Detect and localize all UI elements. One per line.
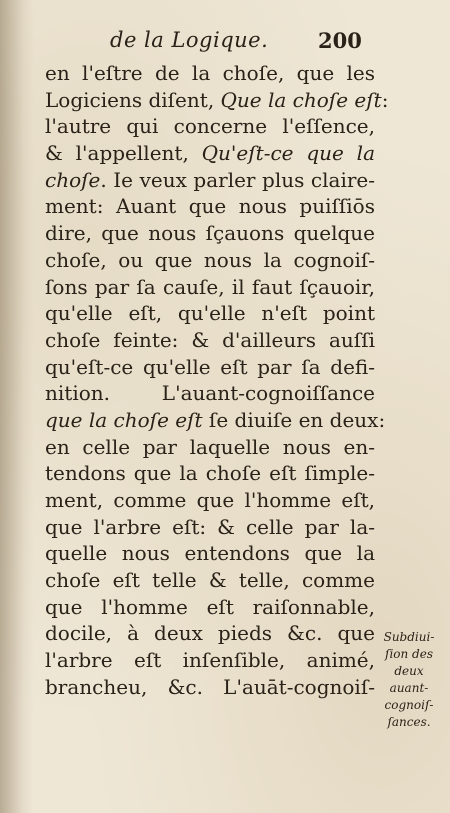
italic-text-segment: choſe	[45, 167, 101, 192]
text-line	[45, 647, 375, 674]
text-line	[45, 327, 375, 354]
text-line	[45, 60, 375, 87]
marginal-note-line: Subdiui-	[383, 630, 435, 644]
text-segment: Logiciens diſent,	[45, 87, 221, 112]
text-segment: & l'appellent,	[45, 141, 202, 166]
text-segment: docile, à deux pieds &c. que	[45, 621, 375, 646]
text-line	[45, 434, 375, 461]
text-segment: en celle par laquelle nous en-	[45, 434, 375, 459]
text-segment: ſe diuiſe en deux:	[202, 407, 386, 432]
text-line	[45, 594, 375, 621]
running-title: de la Logique.	[110, 28, 269, 52]
text-line	[45, 87, 389, 114]
text-segment: choſe, ou que nous la cognoiſ-	[45, 247, 375, 272]
text-line	[45, 460, 375, 487]
text-line	[45, 620, 375, 647]
text-segment: ment: Auant que nous puiſſiōs	[45, 194, 375, 219]
text-segment: ſons par ſa cauſe, il faut ſçauoir,	[45, 274, 375, 299]
text-line	[45, 380, 375, 407]
italic-text-segment: que la choſe eſt	[45, 407, 203, 432]
marginal-note-line: ſances.	[387, 715, 431, 729]
text-line	[45, 300, 375, 327]
italic-text-segment: Que la choſe eſt	[220, 87, 382, 112]
page-gutter-shadow	[0, 0, 34, 813]
text-line	[45, 193, 375, 220]
page-header	[110, 28, 380, 58]
page-number: 200	[318, 28, 362, 53]
text-segment: choſe eſt telle & telle, comme	[45, 568, 375, 593]
text-line	[45, 514, 375, 541]
text-line	[45, 567, 375, 594]
text-segment: tendons que la choſe eſt ſimple-	[45, 461, 375, 486]
text-segment: qu'elle eſt, qu'elle n'eſt point	[45, 301, 375, 326]
text-segment: . Ie veux parler plus claire-	[100, 167, 375, 192]
text-segment: ment, comme que l'homme eſt,	[45, 488, 375, 512]
marginal-note	[376, 629, 442, 731]
text-segment: l'autre qui concerne l'eſſence,	[45, 114, 375, 139]
text-segment: choſe feinte: & d'ailleurs auſſi	[45, 327, 375, 352]
text-segment: quelle nous entendons que la	[45, 541, 375, 566]
text-line	[45, 113, 375, 140]
text-line	[45, 674, 375, 701]
text-segment: dire, que nous ſçauons quelque	[45, 221, 375, 246]
text-line	[45, 274, 375, 301]
text-segment: nition. L'auant-cognoiſſance	[45, 381, 375, 406]
marginal-note-line: cognoiſ-	[384, 698, 434, 712]
text-line	[45, 140, 375, 167]
text-line	[45, 167, 375, 194]
text-line	[45, 407, 386, 434]
text-segment: que l'homme eſt raiſonnable,	[45, 594, 375, 619]
text-segment: :	[381, 87, 389, 112]
text-line	[45, 247, 375, 274]
text-segment: qu'eſt-ce qu'elle eſt par ſa defi-	[45, 354, 375, 379]
italic-text-segment: Qu'eſt-ce que la	[201, 141, 375, 166]
body-text	[45, 60, 389, 701]
marginal-note-line: deux	[394, 664, 424, 678]
text-segment: brancheu, &c. L'auāt-cognoiſ-	[45, 674, 375, 699]
text-line	[45, 540, 375, 567]
text-line	[45, 220, 375, 247]
text-segment: que l'arbre eſt: & celle par la-	[45, 514, 375, 539]
text-segment: en l'eſtre de la choſe, que les	[45, 61, 375, 85]
text-line	[45, 354, 375, 381]
text-segment: l'arbre eſt inſenſible, animé,	[45, 648, 375, 673]
marginal-note-line: ſion des	[385, 647, 433, 661]
text-line	[45, 487, 375, 514]
marginal-note-line: auant-	[389, 681, 429, 695]
